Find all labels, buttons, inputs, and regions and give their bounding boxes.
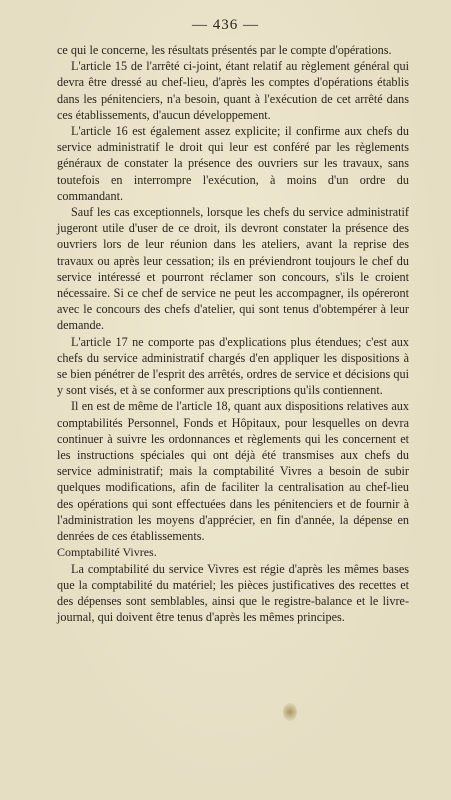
paragraph-6: Il en est de même de l'article 18, quant aux dispositions relatives aux comptabilités Personnel, Fonds et Hôpitaux, pour lesquelles on devra continuer à suivre les ordonnances et règlements qui les concernent et les instructions spéciales qui ont déjà été transmises aux chefs du service administratif; mais la comptabilité Vivres a besoin de subir quelques modifications, afin de faciliter la centralisation au chef-lieu des opérations qui sont effectuées dans les pénitenciers et de fournir à l'administration les moyens d'apprécier, en fin d'année, la dépense en denrées de ces établissements.: [57, 399, 409, 544]
page-number: — 436 —: [192, 17, 259, 33]
body-text: [57, 42, 409, 625]
section-title: Comptabilité Vivres.: [57, 545, 157, 560]
paragraph-1: ce qui le concerne, les résultats présentés par le compte d'opérations.: [57, 43, 392, 57]
paragraph-3: L'article 16 est également assez explicite; il confirme aux chefs du service administratif le droit qui leur est conféré par les règlements généraux de constater la présence des ouvriers sur les travaux, sans toutefois en interrompre l'exécution, à moins d'un ordre du commandant.: [57, 124, 409, 203]
paragraph-2: L'article 15 de l'arrêté ci-joint, étant relatif au règlement général qui devra être dressé au chef-lieu, d'après les comptes d'opérations établis dans les pénitenciers, n'a besoin, quant à l'exécution de cet arrêté dans ces établissements, d'aucun développement.: [57, 59, 409, 122]
section-paragraph: La comptabilité du service Vivres est régie d'après les mêmes bases que la comptabilité du matériel; les pièces justificatives des recettes et des dépenses sont semblables, ainsi que le registre-balance et le livre-journal, qui doivent être tenus d'après les mêmes principes.: [57, 561, 409, 625]
paragraph-4: Sauf les cas exceptionnels, lorsque les chefs du service administratif jugeront utile d'user de ce droit, ils devront constater la présence des ouvriers lors de leur réunion dans les ateliers, avant la reprise des travaux ou après leur cessation; ils en préviendront toujours le chef du service intéressé et pourront réclamer son concours, s'ils le croient nécessaire. Si ce chef de service ne peut les accompagner, ils opéreront avec le concours des chefs d'atelier, qui sont tenus d'obtempérer à leur demande.: [57, 205, 409, 333]
paragraph-5: L'article 17 ne comporte pas d'explications plus étendues; c'est aux chefs du service administratif chargés d'en appliquer les dispositions à se bien pénétrer de l'esprit des arrêtés, ordres de service et décisions qui y sont visés, et à se conformer aux prescriptions qu'ils contiennent.: [57, 334, 409, 398]
paper-stain: [283, 703, 297, 721]
